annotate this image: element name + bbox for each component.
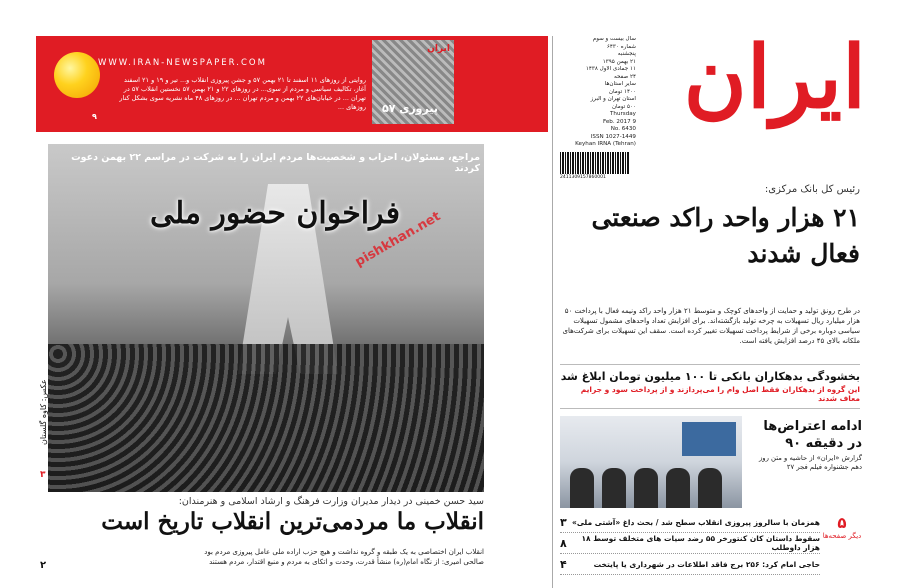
watermark: pishkhan.net (352, 209, 444, 270)
banner-page-number: ۹ (92, 112, 97, 121)
divider-rule (560, 364, 860, 365)
info-line: No. 6430 (610, 126, 636, 132)
person-shape (570, 468, 594, 508)
index-item-title: حاجی امام کرد: ۲۵۶ برج فاقد اطلاعات در شهرداری یا پایتخت (593, 559, 820, 569)
info-line: ISSN 1027-1449 (590, 133, 636, 140)
second-line: انقلاب ایران اختصاصی به یک طبقه و گروه نداشت و هیچ حزب اراده ملی عامل پیروزی مردم بود (204, 548, 484, 556)
info-line: شماره ۶۴۳۰ (606, 43, 636, 50)
info-line: Thursday (609, 111, 636, 117)
info-line: 9 Feb. 2017 (602, 118, 636, 125)
main-kicker: مراجع، مسئولان، احزاب و شخصیت‌ها مردم ایران را به شرکت در مراسم ۲۲ بهمن دعوت کردند (71, 152, 480, 174)
festival-page-ref: ۲۷ (786, 463, 795, 471)
info-line: سایر استان‌ها (604, 81, 636, 87)
photo-caption: عکس: کاوه گلستان (39, 379, 48, 445)
festival-headline: ادامه اعتراض‌ها در دقیقه ۹۰ (763, 419, 862, 451)
thumbnail-title: پیروزی ۵۷ (382, 102, 438, 115)
info-line: ۵۰۰ تومان (611, 103, 636, 110)
divider-rule (560, 408, 860, 409)
right-prehead: رئیس کل بانک مرکزی: (764, 184, 860, 195)
right-headline: ۲۱ هزار واحد راکد صنعتی فعال شدند (591, 203, 860, 268)
sun-logo-icon (54, 52, 100, 98)
barcode-number: 2411309157860001 (560, 175, 606, 180)
banner-text: روایتی از روزهای ۱۱ اسفند تا ۲۱ بهمن ۵۷ و جشن پیروزی انقلاب و... تیر و ۱۹ و ۲۱ اسفند آغاز، تکالیف سیاسی و مردم از سوی... در روزهای ۲۲ و ۲۱ بهمن ۵۷ نخستین انقلاب ۵۷ در تهران ... در خیابان‌های ۲۲ بهمن و مردم تهران ... در روزهای ۴۸ ماه نشریه سوی بشکل کنار روزهای ... (119, 76, 366, 111)
index-item-page: ۳ (560, 515, 567, 529)
person-shape (666, 468, 690, 508)
index-item[interactable] (560, 512, 820, 533)
person-shape (698, 468, 722, 508)
main-page-ref: ۳ (40, 470, 46, 480)
bank-headline: بخشودگی بدهکاران بانکی تا ۱۰۰ میلیون تومان ابلاغ شد (560, 370, 860, 383)
info-line: Keyhan IRNA (Tehran) (575, 141, 636, 147)
badge-text: دیگر صفحه‌ها (822, 532, 862, 540)
other-pages-badge (822, 514, 862, 554)
thumbnail-logo: ایران (427, 44, 450, 54)
main-headline: فراخوان حضور ملی (149, 196, 401, 231)
festival-lead-text: گزارش «ایران» از حاشیه و متن روز دهم جشنواره فیلم فجر (759, 454, 862, 471)
info-line: ۲۴ صفحه (614, 73, 636, 80)
index-item-title: همزمان با سالروز پیروزی انقلاب سطح شد / بحث داغ «آشتی ملی» (572, 517, 820, 527)
bank-subhead: این گروه از بدهکاران فقط اصل وام را می‌پردازند و از پرداخت سود و جرایم معاف شدند (580, 385, 860, 403)
crowd-shape (48, 344, 484, 492)
second-kicker: سید حسن خمینی در دیدار مدیران وزارت فرهنگ و ارشاد اسلامی و هنرمندان: (178, 496, 484, 507)
column-divider (552, 36, 553, 588)
right-lead: در طرح رونق تولید و حمایت از واحدهای کوچک و متوسط ۲۱ هزار واحد راکد ونیمه فعال با پرداخت ۵۰ هزار میلیارد ریال تسهیلات به چرخه تولید بازگشته‌اند. برای افزایش تعداد واحدهای مشمول تسهیلات سیاسی دوباره برخی از شرایط پرداخت تسهیلات تغییر کرده است. سقف این تسهیلات برای شرکت‌های ملکانه بالای ۴۵ درصد افزایش یافته است. (562, 307, 860, 345)
festival-lead (748, 454, 862, 472)
festival-screen-shape (682, 422, 736, 456)
masthead-info (564, 36, 636, 149)
second-headline: انقلاب ما مردمی‌ترین انقلاب تاریخ است (101, 508, 484, 535)
index-list (560, 512, 820, 575)
index-item[interactable] (560, 554, 820, 575)
index-item-title: سقوط داستان کان کنتورخر ۵۵ رضد سیات های متخلف توسط ۱۸ هزار داوطلب (581, 534, 820, 552)
festival-photo (560, 416, 742, 508)
info-line: ۱۱ جمادی الاول ۱۴۳۸ (585, 66, 636, 72)
info-line: استان تهران و البرز (590, 96, 636, 102)
index-item-page: ۸ (560, 536, 567, 550)
info-line: سال بیست و سوم (592, 36, 636, 42)
second-page-ref: ۲ (40, 560, 47, 571)
index-item-page: ۴ (560, 557, 567, 571)
barcode (560, 152, 630, 174)
info-line: ۱۴۰۰ تومان (608, 88, 636, 95)
second-line: صالحی امیری: از نگاه امام(ره) منشأ قدرت، وحدت و اتکای به مردم و منبع اقتدار، مردم هستند (209, 557, 484, 566)
person-shape (602, 468, 626, 508)
supplement-thumbnail (372, 40, 454, 124)
badge-number: ۵ (837, 514, 847, 532)
info-line: ۲۱ بهمن ۱۳۹۵ (602, 58, 636, 65)
newspaper-logo: ایران (683, 27, 866, 128)
website-url: WWW.IRAN-NEWSPAPER.COM (98, 58, 267, 68)
index-item[interactable] (560, 533, 820, 554)
second-lines (60, 548, 484, 567)
info-line: پنجشنبه (617, 51, 636, 57)
person-shape (634, 468, 658, 508)
